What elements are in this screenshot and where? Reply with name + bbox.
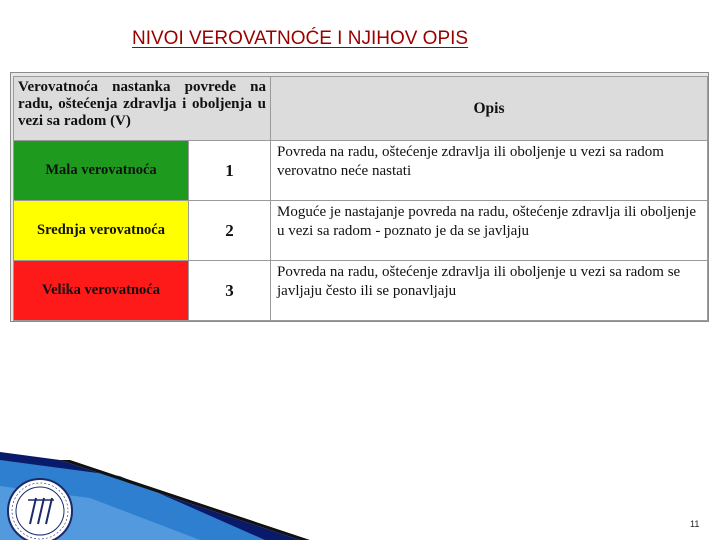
- header-probability: Verovatnoća nastanka povrede na radu, oštećenja zdravlja i oboljenja u vezi sa radom (V): [14, 77, 271, 141]
- level-value-high: 3: [189, 261, 271, 321]
- level-description-medium: Moguće je nastajanje povreda na radu, oštećenje zdravlja ili oboljenje u vezi sa radom - poznato je da se javljaju: [271, 201, 708, 261]
- level-description-high: Povreda na radu, oštećenje zdravlja ili oboljenje u vezi sa radom se javljaju često ili se ponavljaju: [271, 261, 708, 321]
- level-name-medium: Srednja verovatnoća: [14, 201, 189, 261]
- level-value-medium: 2: [189, 201, 271, 261]
- probability-table-frame: [10, 72, 709, 322]
- table-row: [14, 261, 708, 321]
- table-header-row: [14, 77, 708, 141]
- header-description: Opis: [271, 77, 708, 141]
- table-row: [14, 141, 708, 201]
- level-value-low: 1: [189, 141, 271, 201]
- probability-table: [13, 76, 708, 321]
- level-description-low: Povreda na radu, oštećenje zdravlja ili oboljenje u vezi sa radom verovatno neće nastati: [271, 141, 708, 201]
- level-name-high: Velika verovatnoća: [14, 261, 189, 321]
- table-row: [14, 201, 708, 261]
- institution-seal-icon: [8, 479, 72, 540]
- footer-decoration: [0, 446, 720, 540]
- page-number: 11: [690, 519, 700, 529]
- level-name-low: Mala verovatnoća: [14, 141, 189, 201]
- slide-title: NIVOI VEROVATNOĆE I NJIHOV OPIS: [132, 28, 469, 49]
